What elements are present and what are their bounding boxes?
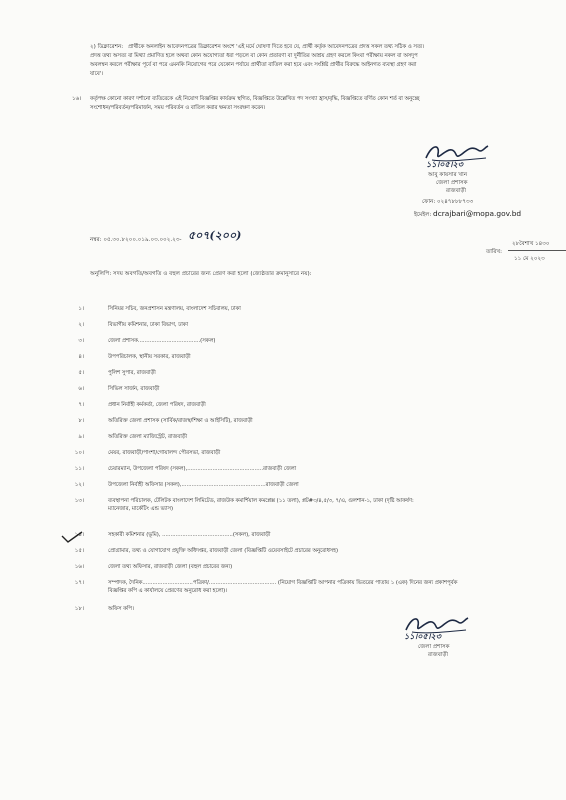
- memo-date-bn: ২৮বৈশাখ ১৪৩০: [512, 241, 550, 247]
- recipient-text: সিভিল সার্জন, রাজবাড়ী: [108, 386, 160, 392]
- recipient-text: সিনিয়র সচিব, জনপ্রশাসন মন্ত্রণালয়, বাংলাদেশ সচিবালয়, ঢাকা: [108, 306, 241, 312]
- memo-date-en: ১১ মে ২০২৩: [514, 256, 545, 262]
- clause-2-line-2: প্রদত্ত তথ্য অসত্য বা মিথ্যা প্রমাণিত হলে অথবা কোন অযোগ্যতা ধরা পড়লে বা কোন প্রতারণা বা দুর্নীতির আশ্রয় গ্রহণ করলে কিংবা পরীক্ষায় নকল বা অসদুপ: [90, 53, 418, 59]
- recipient-text: ব্যবস্থাপনা পরিচালক, টেলিটক বাংলাদেশ লিমিটেড, রাজউক কমার্শিয়াল কমপ্লেক্স (১১ তলা), প্লট#৩/৪,৫/৩, ৭/এ, গুলশান-১, ঢাকা (দৃষ্টি আকর্ষণ:: [108, 498, 414, 504]
- date-divider: [508, 250, 566, 251]
- recipient-text: উপপরিচালক, স্থানীয় সরকার, রাজবাড়ী: [108, 354, 191, 360]
- clause-2-line-1: প্রার্থীকে অনলাইন আবেদনপত্রের ডিক্লারেশন অংশে 'এই মর্মে ঘোষণা দিতে হবে যে, প্রার্থী কর্তৃক আবেদনপত্রের প্রদত্ত সকল তথ্য সঠিক ও সত্য।: [128, 44, 425, 50]
- recipient-text: জেলা তথ্য অফিসার, রাজবাড়ী জেলা (বহুল প্রচারের জন্য): [108, 564, 233, 570]
- signature-bottom-date: ১১।০৫।২৩: [404, 631, 441, 641]
- recipient-text: চেয়ারম্যান, উপজেলা পরিষদ (সকল),.............................................রাজবাড়ী জেলা: [108, 466, 297, 472]
- recipient-text: জেলা প্রশাসক.....................................(সকল): [108, 338, 216, 344]
- officer-name: আবু কায়সার খান: [428, 172, 468, 178]
- recipient-number: ৫।: [78, 370, 84, 376]
- recipient-number: ১৩।: [74, 498, 84, 504]
- email-label: ইমেইল:: [414, 212, 432, 218]
- recipient-number: ১।: [78, 306, 84, 312]
- clause-16-label: ১৬।: [72, 96, 82, 102]
- recipient-number: ৮।: [78, 418, 84, 424]
- recipient-number: ১০।: [74, 450, 84, 456]
- recipient-text: সহকারী কমিশনার (ভূমি), ..........................................(সকল), রাজবাড়ী: [108, 532, 271, 538]
- clause-2-line-3: অবলম্বন করলে পরীক্ষার পূর্বে বা পরে এমনকি নিয়োগের পরে যেকোন পর্যায়ে প্রার্থীতা বাতিল করা হবে এবং সংশ্লিষ্ট প্রার্থীর বিরুদ্ধে আইনগত ব্যবস্থা গ্রহণ করা: [90, 62, 417, 68]
- signature-top-date: ১১।০৫।২৩: [426, 159, 463, 169]
- recipient-text: অতিরিক্ত জেলা ম্যাজিস্ট্রেট, রাজবাড়ী: [108, 434, 188, 440]
- recipient-text: উপজেলা নির্বাহী অফিসার (সকল),..................................................রাজবাড়ী জেলা: [108, 482, 299, 488]
- clause-2-label: ২) ডিক্লারেশন:: [90, 44, 124, 50]
- recipient-number: ১৫।: [74, 548, 84, 554]
- recipient-text: অফিস কপি।: [108, 606, 134, 612]
- recipient-text: মেয়র, রাজবাড়ী/পাংশা/গোয়ালন্দ পৌরসভা, রাজবাড়ী: [108, 450, 221, 456]
- copy-heading: অনুলিপি: সদয় অবগতি/অবগতি ও বহুল প্রচারের জন্য প্রেরণ করা হলো (জ্যেষ্ঠতার ক্রমানুসারে নয়):: [90, 271, 312, 277]
- clause-16-line-2: সংশোধন/পরিবর্তন/পরিমার্জন, সময় পরিবর্তন ও বাতিল করার ক্ষমতা সংরক্ষণ করেন।: [90, 105, 266, 111]
- recipient-number: ৬।: [78, 386, 84, 392]
- recipient-number: ১১।: [74, 466, 84, 472]
- memo-number-label: নম্বর: ০৫.৩০.৮২০০.০১৯.০৩.০০২.২৩-: [90, 237, 182, 243]
- recipient-text: বিভাগীয় কমিশনার, ঢাকা বিভাগ, ঢাকা: [108, 322, 189, 328]
- bottom-designation: জেলা প্রশাসক: [418, 644, 450, 650]
- recipient-number: ৯।: [78, 434, 84, 440]
- tick-mark-icon: [60, 530, 84, 544]
- recipient-number: ৩।: [78, 338, 84, 344]
- recipient-number: ১২।: [74, 482, 84, 488]
- recipient-text: প্রধান নির্বাহী কর্মকর্তা, জেলা পরিষদ, রাজবাড়ী: [108, 402, 206, 408]
- memo-number-handwritten: ৫০৭(২০০): [188, 229, 242, 242]
- recipient-number: ১৬।: [74, 564, 84, 570]
- recipient-text: পুলিশ সুপার, রাজবাড়ী: [108, 370, 156, 376]
- clause-2-line-4: যাবে'।: [90, 71, 104, 77]
- recipient-number: ৭।: [78, 402, 84, 408]
- officer-district: রাজবাড়ী: [446, 188, 467, 194]
- clause-16-line-1: কর্তৃপক্ষ কোনো কারণ দর্শানো ব্যতিরেকে এই নিয়োগ বিজ্ঞপ্তির কার্যক্রম স্থগিত, বিজ্ঞপ্তিতে উল্লেখিত পদ সংখ্যা হ্রাস/বৃদ্ধি, বিজ্ঞপ্তিতে বর্ণিত কোন শর্ত বা অনুচ্ছে: [90, 96, 420, 102]
- recipient-text-continued: বিজ্ঞপ্তির কপি এ কার্যালয়ে প্রেরণের অনুরোধ করা হলো)।: [108, 588, 228, 594]
- recipient-number: ২।: [78, 322, 84, 328]
- recipient-number: ১৮।: [74, 606, 84, 612]
- officer-phone: ফোন: ০২৪৭৮৮৮৭৩৩: [422, 199, 474, 205]
- email-link[interactable]: dcrajbari@mopa.gov.bd: [433, 209, 522, 218]
- officer-email-row: [414, 210, 521, 219]
- recipient-number: ৪।: [78, 354, 84, 360]
- recipient-number: ১৪।: [74, 532, 84, 538]
- recipient-text-continued: ম্যানেজার, মার্কেটিং এন্ড ভ্যাস): [108, 506, 174, 512]
- memo-date-label: তারিখ:: [486, 249, 503, 255]
- recipient-text: অতিরিক্ত জেলা প্রশাসক (সার্বিক/রাজস্ব/শিক্ষা ও আইসিটি), রাজবাড়ী: [108, 418, 253, 424]
- recipient-text: প্রোগ্রামার, তথ্য ও যোগাযোগ প্রযুক্তি অধিদপ্তর, রাজবাড়ী জেলা (বিজ্ঞপ্তিটি ওয়েবসাইটে প্রচারের অনুরোধসহ): [108, 548, 339, 554]
- recipient-number: ১৭।: [74, 580, 84, 586]
- recipient-text: সম্পাদক, দৈনিক..............................পত্রিকা/........................................ (নিয়োগ বিজ্ঞপ্তিটি আপনার পত্রিকায় ভিতরের পাতায় ১ (এক) দিনের জন্য প্রকাশপূর্বক: [108, 580, 458, 586]
- bottom-district: রাজবাড়ী: [428, 652, 449, 658]
- officer-designation: জেলা প্রশাসক: [436, 180, 468, 186]
